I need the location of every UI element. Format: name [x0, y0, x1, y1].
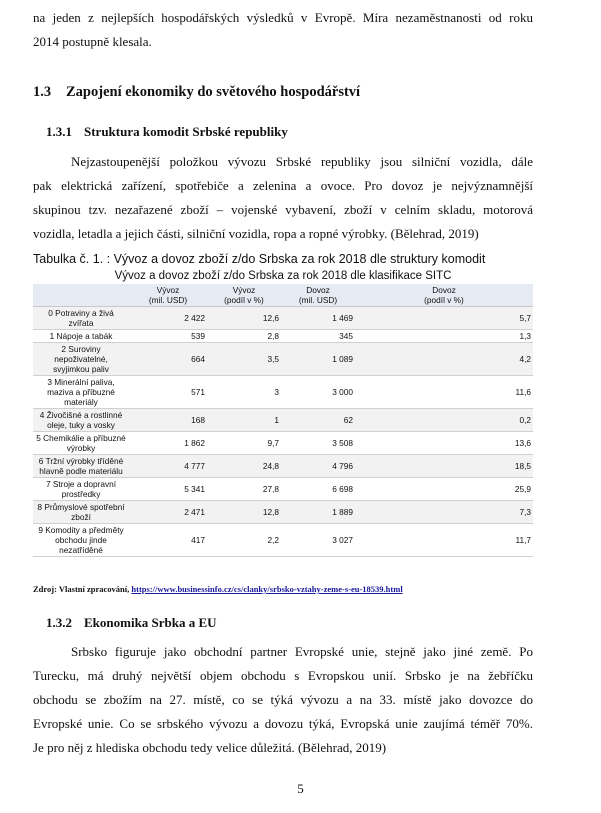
- table-row: [33, 330, 533, 343]
- import-usd-cell: 1 889: [281, 501, 355, 524]
- import-pct-cell: 1,3: [355, 330, 533, 343]
- paragraph-1-3-1: [33, 150, 533, 246]
- header-cell: [207, 284, 281, 307]
- export-usd-cell: 571: [129, 376, 207, 409]
- export-usd-cell: 417: [129, 524, 207, 557]
- category-cell: 9 Komodity a předměty obchodu jinde nezatříděné: [33, 524, 129, 557]
- category-cell: 5 Chemikálie a příbuzné výrobky: [33, 432, 129, 455]
- import-pct-cell: 11,6: [355, 376, 533, 409]
- para-line: skupinou tzv. nezařazené zboží – vojenské vybavení, zboží v celním skladu, motorová: [33, 202, 533, 217]
- paragraph-1-3-2: [33, 640, 533, 760]
- category-cell: 3 Minerální paliva, maziva a příbuzné materiály: [33, 376, 129, 409]
- header-line: Vývoz (mil. USD): [148, 285, 188, 305]
- import-pct-cell: 7,3: [355, 501, 533, 524]
- para-line: pak elektrická zařízení, spotřebiče a zelenina a ovoce. Pro dovoz je nejvýznamnější: [33, 178, 533, 193]
- intro-line-1: na jeden z nejlepších hospodářských výsledků v Evropě. Míra nezaměstnanosti od roku: [33, 10, 533, 25]
- export-pct-cell: 1: [207, 409, 281, 432]
- export-usd-cell: 664: [129, 343, 207, 376]
- import-usd-cell: 345: [281, 330, 355, 343]
- import-usd-cell: 4 796: [281, 455, 355, 478]
- intro-paragraph: [33, 6, 533, 54]
- intro-line-2: 2014 postupně klesala.: [33, 34, 152, 49]
- table-body: [33, 307, 533, 557]
- commodity-table: [33, 268, 533, 557]
- subsection-heading-1-3-2: [46, 615, 217, 631]
- export-pct-cell: 24,8: [207, 455, 281, 478]
- export-pct-cell: 27,8: [207, 478, 281, 501]
- import-usd-cell: 3 000: [281, 376, 355, 409]
- header-line: Dovoz (mil. USD): [298, 285, 338, 305]
- import-usd-cell: 3 508: [281, 432, 355, 455]
- category-cell: 4 Živočišné a rostlinné oleje, tuky a vosky: [33, 409, 129, 432]
- subsection-heading-1-3-1: [46, 124, 288, 140]
- export-pct-cell: 9,7: [207, 432, 281, 455]
- table-row: [33, 343, 533, 376]
- data-table: [33, 284, 533, 557]
- export-pct-cell: 12,6: [207, 307, 281, 330]
- export-pct-cell: 3,5: [207, 343, 281, 376]
- category-cell: 0 Potraviny a živá zvířata: [33, 307, 129, 330]
- table-row: [33, 501, 533, 524]
- export-usd-cell: 2 422: [129, 307, 207, 330]
- export-usd-cell: 539: [129, 330, 207, 343]
- import-pct-cell: 11,7: [355, 524, 533, 557]
- para-line: Evropské unie. Co se srbského vývozu a dovozu týká, Evropská unie zaujímá téměř 70%.: [33, 716, 533, 731]
- import-usd-cell: 62: [281, 409, 355, 432]
- section-heading-1-3: [33, 84, 360, 101]
- subsection-title: Ekonomika Srbka a EU: [84, 615, 217, 630]
- table-row: [33, 478, 533, 501]
- subsection-number: 1.3.1: [46, 124, 72, 139]
- category-cell: 2 Suroviny nepoživatelné, svyjimkou paliv: [33, 343, 129, 376]
- export-pct-cell: 2,2: [207, 524, 281, 557]
- export-usd-cell: 2 471: [129, 501, 207, 524]
- para-line: Nejzastoupenější položkou vývozu Srbské republiky jsou silniční vozidla, dále: [71, 154, 533, 169]
- category-cell: 6 Tržní výrobky tříděné hlavně podle materiálu: [33, 455, 129, 478]
- category-cell: 8 Průmyslové spotřební zboží: [33, 501, 129, 524]
- import-pct-cell: 13,6: [355, 432, 533, 455]
- para-line: Turecku, má druhý největší objem obchodu s Evropskou unií. Srbsko je na žebříčku: [33, 668, 533, 683]
- table-caption: Tabulka č. 1. : Vývoz a dovoz zboží z/do Srbska za rok 2018 dle struktury komodit: [33, 252, 486, 266]
- header-cell: [129, 284, 207, 307]
- table-source: [33, 584, 403, 594]
- para-line: obchodu se zbožím na 27. místě, co se týká vývozu a na 33. místě jako dovozce do: [33, 692, 533, 707]
- header-line: Dovoz (podíl v %): [424, 285, 464, 305]
- para-line: Srbsko figuruje jako obchodní partner Evropské unie, stejně jako jiné země. Po: [71, 644, 533, 659]
- table-row: [33, 432, 533, 455]
- export-pct-cell: 2,8: [207, 330, 281, 343]
- table-row: [33, 307, 533, 330]
- export-usd-cell: 168: [129, 409, 207, 432]
- import-pct-cell: 4,2: [355, 343, 533, 376]
- table-row: [33, 455, 533, 478]
- section-number: 1.3: [33, 84, 52, 100]
- import-pct-cell: 5,7: [355, 307, 533, 330]
- header-cell: [281, 284, 355, 307]
- header-cell: [355, 284, 533, 307]
- table-row: [33, 524, 533, 557]
- export-pct-cell: 3: [207, 376, 281, 409]
- export-pct-cell: 12,8: [207, 501, 281, 524]
- category-cell: 7 Stroje a dopravní prostředky: [33, 478, 129, 501]
- para-line: Je pro něj z hlediska obchodu tedy velice důležitá. (Bělehrad, 2019): [33, 740, 387, 755]
- table-title: Vývoz a dovoz zboží z/do Srbska za rok 2018 dle klasifikace SITC: [114, 270, 452, 282]
- import-usd-cell: 1 089: [281, 343, 355, 376]
- subsection-number: 1.3.2: [46, 615, 72, 630]
- import-usd-cell: 6 698: [281, 478, 355, 501]
- section-title: Zapojení ekonomiky do světového hospodářství: [66, 84, 361, 100]
- page-number: 5: [297, 781, 304, 796]
- header-cell: [33, 284, 129, 307]
- source-link[interactable]: https://www.businessinfo.cz/cs/clanky/srbsko-vztahy-zeme-s-eu-18539.html: [131, 584, 403, 594]
- header-line: Vývoz (podíl v %): [224, 285, 264, 305]
- category-cell: 1 Nápoje a tabák: [33, 330, 129, 343]
- import-pct-cell: 18,5: [355, 455, 533, 478]
- table-row: [33, 376, 533, 409]
- subsection-title: Struktura komodit Srbské republiky: [84, 124, 288, 139]
- export-usd-cell: 4 777: [129, 455, 207, 478]
- import-pct-cell: 25,9: [355, 478, 533, 501]
- table-header-row: [33, 284, 533, 307]
- import-usd-cell: 3 027: [281, 524, 355, 557]
- import-usd-cell: 1 469: [281, 307, 355, 330]
- table-row: [33, 409, 533, 432]
- para-line: vozidla, letadla a jejich části, silniční vozidla, ropa a ropné výrobky. (Bělehrad, 2019): [33, 226, 479, 241]
- export-usd-cell: 5 341: [129, 478, 207, 501]
- source-label: Zdroj: Vlastní zpracování,: [33, 584, 130, 594]
- export-usd-cell: 1 862: [129, 432, 207, 455]
- import-pct-cell: 0,2: [355, 409, 533, 432]
